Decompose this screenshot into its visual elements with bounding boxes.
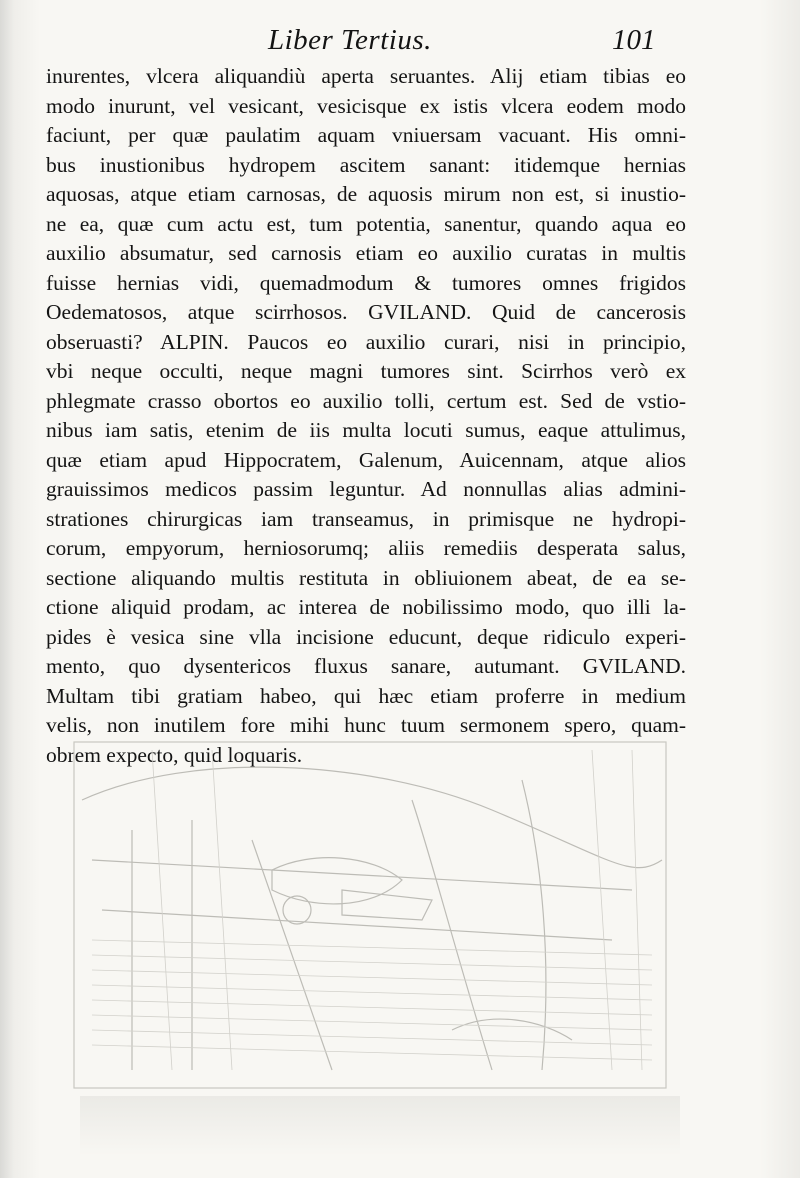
text-line: sectione aliquando multis restituta in obliuionem abeat, de ea se- — [46, 565, 686, 590]
text-line: Oedematosos, atque scirrhosos. GVILAND. Quid de cancerosis — [46, 300, 686, 324]
running-title: Liber Tertius. — [268, 24, 432, 56]
text-line: inurentes, vlcera aliquandiù aperta seruantes. Alij etiam tibias eo — [46, 64, 686, 88]
text-line: grauissimos medicos passim leguntur. Ad nonnullas alias admini- — [46, 477, 686, 501]
running-head — [0, 18, 800, 62]
text-line: aquosas, atque etiam carnosas, de aquosis mirum non est, si inustio- — [46, 182, 686, 206]
text-line: ctione aliquid prodam, ac interea de nobilissimo modo, quo illi la- — [46, 595, 686, 619]
text-line: fuisse hernias vidi, quemadmodum & tumores omnes frigidos — [46, 270, 686, 295]
page-bottom-shading — [80, 1096, 680, 1156]
text-line: quæ etiam apud Hippocratem, Galenum, Auicennam, atque alios — [46, 447, 686, 472]
text-line: faciunt, per quæ paulatim aquam vniuersam vacuant. His omni- — [46, 123, 686, 147]
woodcut-svg — [72, 740, 668, 1090]
text-line: bus inustionibus hydropem ascitem sanant: itidemque hernias — [46, 152, 686, 177]
text-line: corum, empyorum, herniosorumq; aliis remediis desperata salus, — [46, 536, 686, 560]
text-line: pides è vesica sine vlla incisione educunt, deque ridiculo experi- — [46, 624, 686, 649]
text-line: Multam tibi gratiam habeo, qui hæc etiam proferre in medium — [46, 683, 686, 708]
text-line: auxilio absumatur, sed carnosis etiam eo auxilio curatas in multis — [46, 241, 686, 265]
text-line: vbi neque occulti, neque magni tumores sint. Scirrhos verò ex — [46, 359, 686, 383]
woodcut-bleed-through-illustration-icon — [72, 740, 668, 1090]
text-line: strationes chirurgicas iam transeamus, in primisque ne hydropi- — [46, 506, 686, 531]
text-line: nibus iam satis, etenim de iis multa locuti sumus, eaque attulimus, — [46, 418, 686, 442]
text-line: mento, quo dysentericos fluxus sanare, autumant. GVILAND. — [46, 654, 686, 678]
text-line: ne ea, quæ cum actu est, tum potentia, sanentur, quando aqua eo — [46, 211, 686, 236]
body-text — [46, 62, 686, 770]
page-number: 101 — [612, 24, 656, 56]
text-line: phlegmate crasso obortos eo auxilio tolli, certum est. Sed de vstio- — [46, 388, 686, 413]
text-line: modo inurunt, vel vesicant, vesicisque ex istis vlcera eodem modo — [46, 93, 686, 118]
text-line: velis, non inutilem fore mihi hunc tuum sermonem spero, quam- — [46, 713, 686, 737]
text-line: obrem expecto, quid loquaris. — [46, 742, 303, 767]
text-line: obseruasti? ALPIN. Paucos eo auxilio curari, nisi in principio, — [46, 329, 686, 354]
